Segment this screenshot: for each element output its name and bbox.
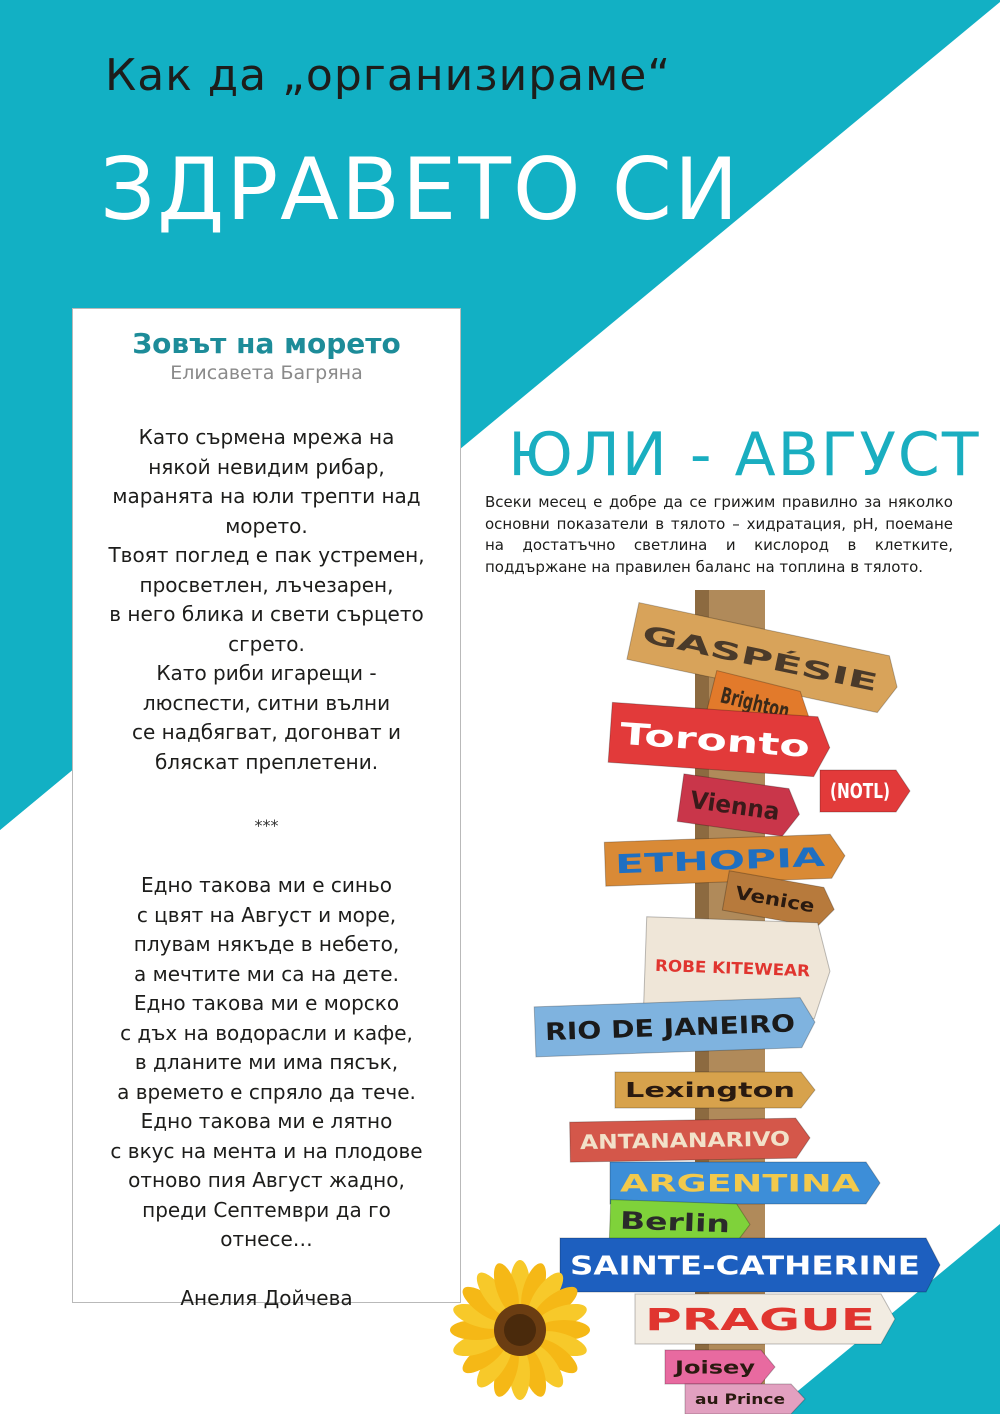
- verse-line: а мечтите ми са на дете.: [134, 961, 399, 986]
- verse-line: просветлен, лъчезарен,: [139, 572, 394, 597]
- verse-line: Едно такова ми е лятно: [140, 1109, 393, 1133]
- poem-stanza-1: [73, 423, 460, 777]
- verse-line: с дъх на водорасли и кафе,: [120, 1020, 413, 1045]
- signpost-sign: [570, 1118, 811, 1162]
- sign-label: ARGENTINA: [620, 1169, 861, 1198]
- verse-line: а времето е спряло да тече.: [117, 1079, 416, 1104]
- verse-line: в дланите ми има пясък,: [134, 1050, 399, 1074]
- sign-label: SAINTE-CATHERINE: [570, 1251, 920, 1282]
- signpost-illustration: [440, 590, 960, 1414]
- sign-label: PRAGUE: [645, 1302, 875, 1338]
- month-title: ЮЛИ - АВГУСТ: [508, 420, 981, 490]
- sign-label: Joisey: [672, 1357, 756, 1379]
- sign-label: ROBE KITEWEAR: [654, 955, 804, 981]
- signpost-sign: [665, 1350, 775, 1384]
- verse-line: Твоят поглед е пак устремен,: [108, 543, 425, 567]
- sign-label: ANTANANARIVO: [579, 1126, 760, 1155]
- verse-line: се надбягват, догонват и: [131, 720, 402, 744]
- sign-label: Brighton: [717, 683, 829, 734]
- verse-line: Като сърмена мрежа на: [138, 425, 395, 449]
- verse-line: преди Септември да го: [142, 1197, 391, 1222]
- sign-label: (NOTL): [830, 779, 890, 804]
- sign-label: Vienna: [688, 785, 785, 827]
- signpost-sign: [560, 1238, 940, 1292]
- signpost-sign: [604, 834, 845, 886]
- verse-line: сгрето.: [228, 631, 305, 656]
- verse-line: люспести, ситни вълни: [142, 690, 391, 715]
- signpost-sign: [534, 997, 816, 1057]
- poem-author: Елисавета Багряна: [170, 362, 363, 384]
- verse-line: Едно такова ми е синьо: [141, 873, 392, 897]
- sign-label: Berlin: [619, 1206, 701, 1238]
- page-title: ЗДРАВЕТО СИ: [100, 140, 741, 240]
- poem-stanza-2: [73, 871, 460, 1255]
- verse-line: морето.: [225, 513, 308, 538]
- verse-line: плувам някъде в небето,: [133, 932, 400, 956]
- verse-line: отново пия Август жадно,: [128, 1168, 405, 1192]
- poem-title: Зовът на морето: [132, 327, 401, 360]
- poem-signature: Анелия Дойчева: [180, 1285, 353, 1310]
- verse-line: бляскат преплетени.: [154, 749, 379, 774]
- sign-label: ETHOPIA: [614, 845, 744, 881]
- verse-line: Като риби игарещи -: [156, 661, 377, 685]
- sign-label: au Prince: [695, 1392, 785, 1409]
- stanza-separator: ***: [254, 816, 279, 835]
- verse-line: с цвят на Август и море,: [136, 902, 397, 927]
- page-subtitle: Как да „организираме“: [105, 50, 672, 101]
- sign-label: GASPÉSIE: [639, 619, 775, 675]
- signpost-sign: [635, 1294, 895, 1344]
- month-description: Всеки месец е добре да се грижим правилно за няколко основни показатели в тялото – хидратация, pH, поемане на достатъчно светлина и кислород в клетките, поддържане на правилен баланс на топлина в тялото.: [485, 493, 953, 576]
- verse-line: отнесе…: [220, 1227, 313, 1251]
- signpost-sign: [820, 770, 910, 812]
- verse-line: някой невидим рибар,: [148, 454, 385, 479]
- verse-line: маранята на юли трепти над: [112, 484, 421, 508]
- sign-label: Toronto: [618, 716, 750, 761]
- sign-label: Lexington: [625, 1078, 795, 1103]
- sign-label: Venice: [733, 882, 804, 916]
- sign-label: RIO DE JANEIRO: [544, 1010, 759, 1047]
- signpost-sign: [615, 1072, 815, 1108]
- verse-line: Едно такова ми е морско: [133, 991, 400, 1015]
- signpost-sign: [610, 1162, 880, 1204]
- signpost-sign: [685, 1384, 805, 1414]
- verse-line: с вкус на мента и на плодове: [110, 1138, 423, 1163]
- poem-panel: [72, 308, 461, 1310]
- verse-line: в него блика и свети сърцето: [109, 602, 424, 626]
